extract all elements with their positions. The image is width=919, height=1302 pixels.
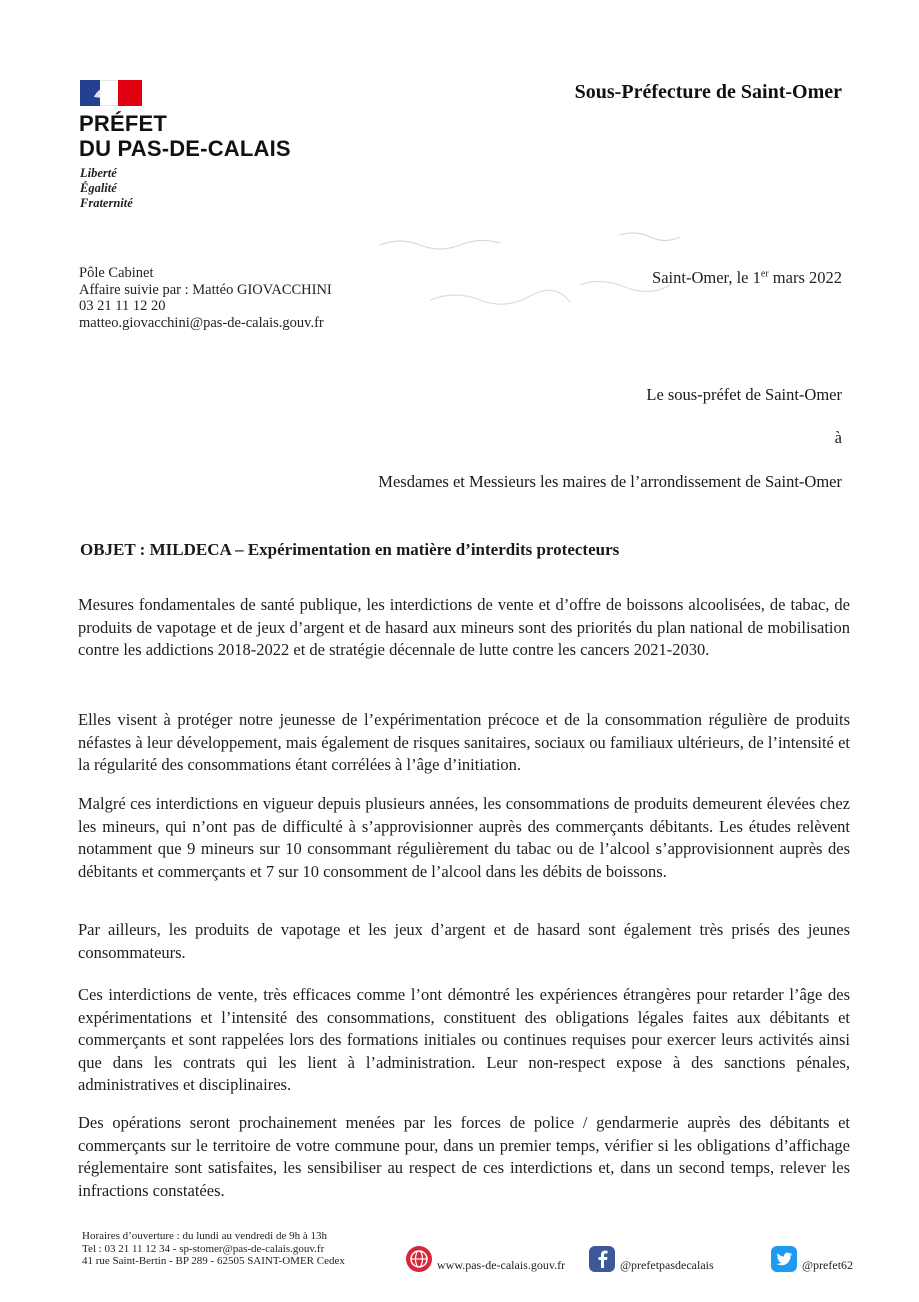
dateline-suffix: mars 2022 (768, 268, 842, 287)
sender: Le sous-préfet de Saint-Omer (646, 385, 842, 404)
prefet-title (79, 111, 291, 161)
recipients: Mesdames et Messieurs les maires de l’arrondissement de Saint-Omer (378, 472, 842, 491)
dateline-prefix: Saint-Omer, le 1 (652, 268, 761, 287)
footer-twitter-label: @prefet62 (802, 1258, 854, 1272)
footer-website-label: www.pas-de-calais.gouv.fr (437, 1258, 566, 1272)
footer-facebook[interactable] (588, 1245, 714, 1273)
marianne-logo (90, 84, 116, 102)
footer-facebook-label: @prefetpasdecalais (620, 1258, 714, 1272)
footer-horaires: Horaires d’ouverture : du lundi au vendredi de 9h à 13h (82, 1230, 327, 1242)
footer-website[interactable] (405, 1245, 565, 1273)
prefet-line-2: DU PAS-DE-CALAIS (79, 136, 291, 161)
dateline (652, 268, 842, 288)
devise-egalite: Égalité (80, 181, 117, 195)
devise-liberte: Liberté (80, 166, 117, 180)
contact-pole: Pôle Cabinet (79, 265, 154, 281)
letter-subject: OBJET : MILDECA – Expérimentation en matière d’interdits protecteurs (80, 540, 620, 559)
devise-fraternite: Fraternité (80, 196, 133, 210)
contact-affaire: Affaire suivie par : Mattéo GIOVACCHINI (79, 281, 332, 298)
devise (80, 166, 133, 211)
paragraph-4: Par ailleurs, les produits de vapotage et les jeux d’argent et de hasard sont également très prisés des jeunes consommateurs. (78, 920, 850, 962)
paragraph-2: Elles visent à protéger notre jeunesse de l’expérimentation précoce et de la consommation régulière de produits néfastes à leur développement, mais également de risques sanitaires, sociaux ou familiaux ultérieurs, de l’intensité et la régularité des consommations étant corrélées à l’âge d’initiation. (78, 710, 850, 774)
contact-block (79, 265, 332, 331)
prefet-line-1: PRÉFET (79, 111, 167, 136)
footer-info (82, 1230, 345, 1268)
web-icon (405, 1245, 433, 1273)
paragraph-3: Malgré ces interdictions en vigueur depuis plusieurs années, les consommations de produits demeurent élevées chez les mineurs, qui n’ont pas de difficulté à s’approvisionner auprès des commerçants débitants. Les études relèvent notamment que 9 mineurs sur 10 consommant régulièrement du tabac ou de l’alcool s’approvisionnent auprès des débitants et commerçants et 7 sur 10 consomment de l’alcool dans les débits de boissons. (78, 794, 850, 881)
handwritten-annotation (370, 225, 690, 335)
footer-twitter[interactable] (770, 1245, 853, 1273)
paragraph-6: Des opérations seront prochainement menées par les forces de police / gendarmerie auprès des débitants et commerçants sur le territoire de votre commune pour, dans un premier temps, vérifier si les obligations d’affichage réglementaire sont satisfaites, les sensibiliser au respect de ces interdictions et, dans un second temps, relever les infractions constatées. (78, 1113, 850, 1200)
footer-tel: Tel : 03 21 11 12 34 - sp-stomer@pas-de-calais.gouv.fr (82, 1242, 325, 1255)
service-name: Sous-Préfecture de Saint-Omer (574, 81, 842, 103)
contact-phone: 03 21 11 12 20 (79, 298, 166, 314)
footer-adresse: 41 rue Saint-Bertin - BP 289 - 62505 SAINT-OMER Cedex (82, 1255, 345, 1267)
contact-email[interactable]: matteo.giovacchini@pas-de-calais.gouv.fr (79, 314, 324, 331)
dateline-sup: er (760, 268, 769, 280)
twitter-icon (770, 1245, 798, 1273)
addressee-a: à (834, 428, 842, 447)
facebook-icon (588, 1245, 616, 1273)
paragraph-1: Mesures fondamentales de santé publique, les interdictions de vente et d’offre de boissons alcoolisées, de tabac, de produits de vapotage et de jeux d’argent et de hasard aux mineurs sont des priorités du plan national de mobilisation contre les addictions 2018-2022 et de stratégie décennale de lutte contre les cancers 2021-2030. (78, 595, 850, 659)
paragraph-5: Ces interdictions de vente, très efficaces comme l’ont démontré les expériences étrangères pour retarder l’âge des expérimentations et l’intensité des consommations, constituent des obligations légales faites aux débitants et commerçants et sont rappelées lors des formations initiales ou continues requises pour exercer leurs activités ainsi que dans les contrats qui les lient à l’administration. Leur non-respect expose à des sanctions pénales, administratives et disciplinaires. (78, 985, 850, 1094)
